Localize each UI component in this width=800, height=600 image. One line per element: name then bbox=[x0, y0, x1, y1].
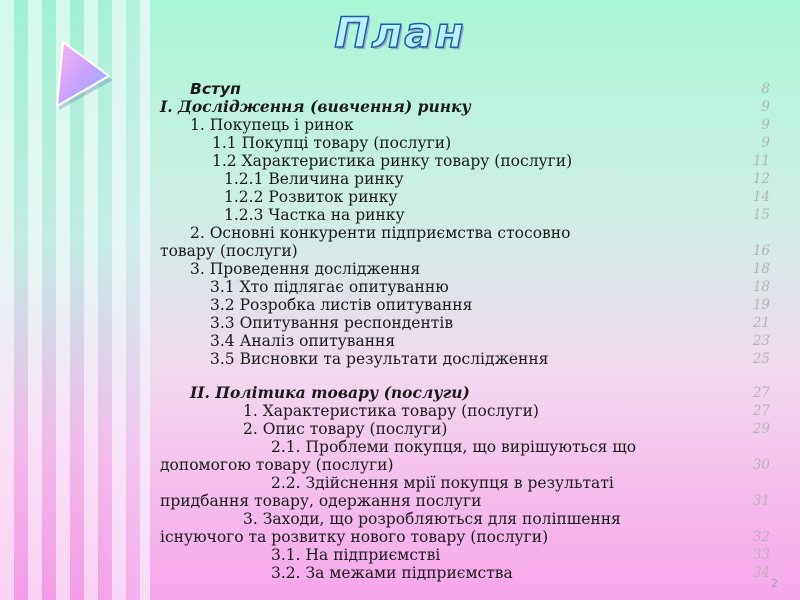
toc-page: 12 bbox=[752, 171, 770, 187]
toc-entry: існуючого та розвитку нового товару (послуги) bbox=[160, 528, 549, 546]
toc-page: 16 bbox=[752, 243, 770, 259]
toc-entry: 3.2. За межами підприємства bbox=[271, 564, 513, 582]
toc-page: 25 bbox=[752, 351, 770, 367]
toc-page: 23 bbox=[752, 333, 770, 349]
toc-entry: 3.4 Аналіз опитування bbox=[210, 332, 396, 350]
toc-page: 15 bbox=[752, 207, 770, 223]
toc-page: 21 bbox=[752, 315, 770, 331]
toc-entry: 1.2.3 Частка на ринку bbox=[224, 206, 405, 224]
table-of-contents bbox=[0, 80, 800, 580]
toc-entry: товару (послуги) bbox=[160, 242, 298, 260]
toc-page: 27 bbox=[752, 385, 770, 401]
toc-entry: 2. Опис товару (послуги) bbox=[243, 420, 448, 438]
toc-entry: 1.1 Покупці товару (послуги) bbox=[212, 134, 452, 152]
toc-entry-section-1: І. Дослідження (вивчення) ринку bbox=[160, 97, 471, 116]
toc-entry: допомогою товару (послуги) bbox=[160, 456, 394, 474]
toc-entry: 3.1 Хто підлягає опитуванню bbox=[210, 278, 449, 296]
toc-page: 9 bbox=[761, 135, 770, 151]
toc-entry-section-2: ІІ. Політика товару (послуги) bbox=[190, 383, 470, 402]
toc-page: 34 bbox=[752, 565, 770, 581]
toc-entry: 3.2 Розробка листів опитування bbox=[210, 296, 473, 314]
toc-entry: 2. Основні конкуренти підприємства стосовно bbox=[190, 224, 571, 242]
toc-entry: 3. Заходи, що розробляються для поліпшення bbox=[243, 510, 621, 528]
toc-entry: 3.5 Висновки та результати дослідження bbox=[210, 350, 549, 368]
toc-page: 18 bbox=[752, 279, 770, 295]
toc-entry-intro: Вступ bbox=[190, 80, 241, 98]
toc-page: 27 bbox=[752, 403, 770, 419]
slide-number: 2 bbox=[771, 577, 778, 590]
toc-entry: 1. Покупець і ринок bbox=[190, 116, 354, 134]
toc-entry: 1.2 Характеристика ринку товару (послуги) bbox=[212, 152, 573, 170]
toc-entry: 3.3 Опитування респондентів bbox=[210, 314, 454, 332]
toc-page: 32 bbox=[752, 529, 770, 545]
toc-entry: 2.2. Здійснення мрії покупця в результаті bbox=[271, 474, 614, 492]
toc-page: 8 bbox=[761, 81, 770, 97]
toc-entry: 1. Характеристика товару (послуги) bbox=[243, 402, 539, 420]
toc-page: 9 bbox=[761, 99, 770, 115]
toc-page: 9 bbox=[761, 117, 770, 133]
toc-entry: придбання товару, одержання послуги bbox=[160, 492, 482, 510]
toc-page: 14 bbox=[752, 189, 770, 205]
toc-page: 29 bbox=[752, 421, 770, 437]
toc-page: 30 bbox=[752, 457, 770, 473]
toc-entry: 2.1. Проблеми покупця, що вирішуються що bbox=[271, 438, 637, 456]
toc-page: 11 bbox=[752, 153, 770, 169]
toc-entry: 1.2.1 Величина ринку bbox=[224, 170, 404, 188]
toc-entry: 1.2.2 Розвиток ринку bbox=[224, 188, 398, 206]
toc-entry: 3. Проведення дослідження bbox=[190, 260, 421, 278]
toc-page: 19 bbox=[752, 297, 770, 313]
page-title: План bbox=[334, 8, 466, 57]
toc-page: 31 bbox=[752, 493, 770, 509]
toc-entry: 3.1. На підприємстві bbox=[271, 546, 441, 564]
toc-page: 33 bbox=[752, 547, 770, 563]
toc-page: 18 bbox=[752, 261, 770, 277]
